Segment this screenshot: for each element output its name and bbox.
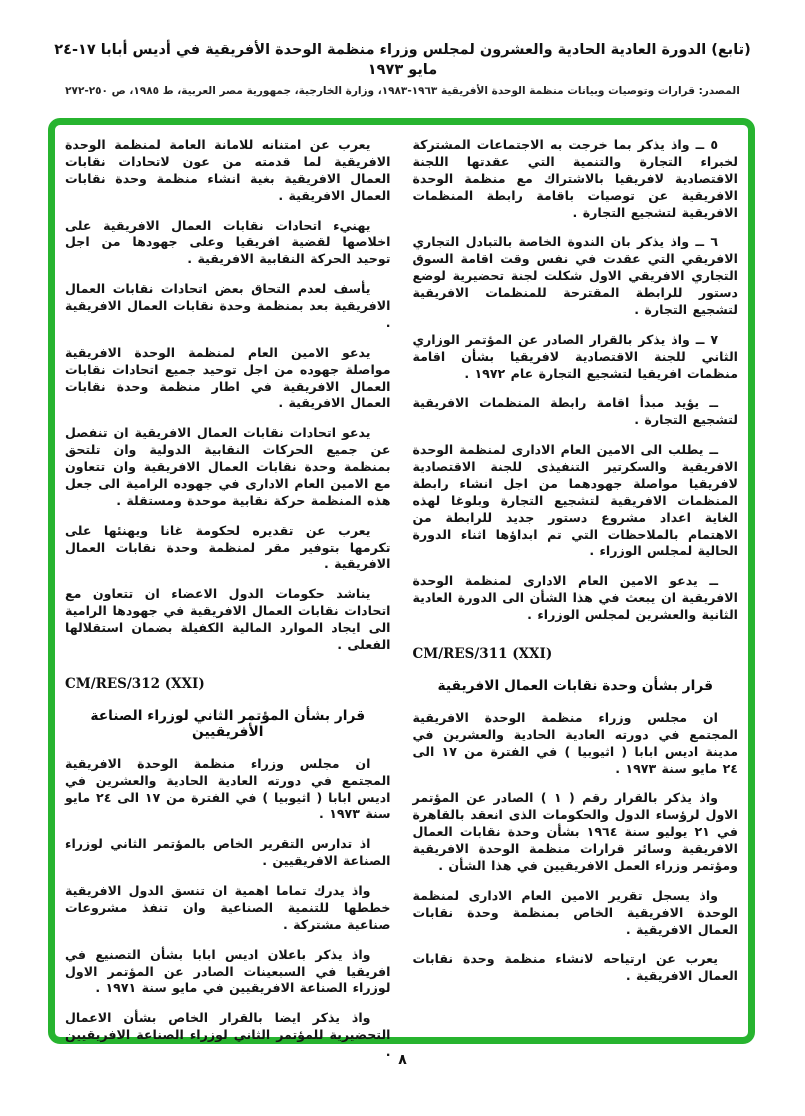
resolution-paragraph: ٦ ــ واذ يذكر بان الندوة الخاصة بالتبادل التجاري الافريقي التي عقدت في نفس وقت اقامة السوق التجاري الافريقي الاول شكلت لجنة تحضيرية لوضع دستور للرابطة المقترحة للمنظمات الافريقية لتشجيع التجارة . xyxy=(412,234,738,317)
resolution-paragraph: يناشد حكومات الدول الاعضاء ان تتعاون مع اتحادات نقابات العمال الافريقية في جهودها الرامية الى ايجاد الموارد المالية الكفيلة بضمان استقلالها الفعلى . xyxy=(65,586,391,652)
resolution-paragraph: ــ يؤيد مبدأ اقامة رابطة المنظمات الافريقية لتشجيع التجارة . xyxy=(412,395,738,428)
resolution-paragraph: واذ يسجل تقرير الامين العام الادارى لمنظمة الوحدة الافريقية الخاص بمنظمة وحدة نقابات العمال الافريقية . xyxy=(412,887,738,937)
resolution-paragraph: ٥ ــ واذ يذكر بما خرجت به الاجتماعات المشتركة لخبراء التجارة والتنمية التي عقدتها اللجنة الاقتصادية لافريقيا بالاشتراك مع منظمة الوحدة الافريقية عن توصيات باقامة رابطة المنظمات الافريقية لتشجيع التجارة . xyxy=(412,137,738,220)
source-citation: المصدر: قرارات وتوصيات وبيانات منظمة الوحدة الأفريقية ١٩٦٣-١٩٨٣، وزارة الخارجية، جمهورية مصر العربية، ط ١٩٨٥، ص ٢٥٠-٢٧٢ xyxy=(65,84,740,97)
resolution-title: قرار بشأن المؤتمر الثاني لوزراء الصناعة الأفريقيين xyxy=(90,707,366,740)
resolution-paragraph: يعرب عن امتنانه للامانة العامة لمنظمة الوحدة الافريقية لما قدمته من عون لاتحادات نقابات العمال الافريقية بغية انشاء منظمة وحدة نقابات العمال الافريقية . xyxy=(65,137,391,203)
resolution-paragraph: ــ يدعو الامين العام الادارى لمنظمة الوحدة الافريقية ان يبعث في هذا الشأن الى الدورة العادية الثانية والعشرين لمجلس الوزراء . xyxy=(412,573,738,622)
resolution-paragraph: يأسف لعدم التحاق بعض اتحادات نقابات العمال الافريقية بعد بمنظمة وحدة نقابات العمال الافريقية . xyxy=(65,281,391,330)
resolution-paragraph: ٧ ــ واذ يذكر بالقرار الصادر عن المؤتمر الوزاري الثاني للجنة الاقتصادية لافريقيا بشأن اقامة منظمات افريقيا لتشجيع التجارة عام ١٩٧٢ . xyxy=(412,331,738,381)
resolution-paragraph: يدعو الامين العام لمنظمة الوحدة الافريقية مواصلة جهوده من اجل توحيد جميع اتحادات نقابات العمال الافريقية في اطار منظمة وحدة نقابات العمال الافريقية . xyxy=(65,344,391,411)
resolution-title: قرار بشأن وحدة نقابات العمال الافريقية xyxy=(437,677,713,694)
session-title: (تابع) الدورة العادية الحادية والعشرون لمجلس وزراء منظمة الوحدة الأفريقية في أديس أبابا ١٧-٢٤ مايو ١٩٧٣ xyxy=(54,42,751,79)
page-number: ٨ xyxy=(398,1052,407,1068)
right-column xyxy=(413,137,739,1027)
resolution-number-label: CM/RES/311 (XXI) xyxy=(412,645,553,662)
resolution-paragraph: ــ يطلب الى الامين العام الادارى لمنظمة الوحدة الافريقية والسكرتير التنفيذى للجنة الاقتصادية لافريقيا مواصلة جهودهما من اجل انشاء رابطة المنظمات الافريقية لتشجيع التجارة وبلوغا لهذه الغاية اعداد مشروع دستور جديد للرابطة من الاهتمام بالملاحظات التي تم ابداؤها اثناء الدورة الحالية لمجلس الوزراء . xyxy=(412,442,738,559)
resolution-number-label: CM/RES/312 (XXI) xyxy=(65,675,205,692)
resolution-paragraph: ان مجلس وزراء منظمة الوحدة الافريقية المجتمع في دورته العادية الحادية والعشرين في اديس ابابا ( اثيوبيا ) في الفترة من ١٧ الى ٢٤ مايو سنة ١٩٧٣ . xyxy=(65,755,391,822)
resolution-paragraph: واذ يذكر ايضا بالقرار الخاص بشأن الاعمال التحضيرية للمؤتمر الثاني لوزراء الصناعة الافريقيين . xyxy=(65,1010,391,1059)
resolution-paragraph: يعرب عن ارتياحه لانشاء منظمة وحدة نقابات العمال الافريقية . xyxy=(412,951,738,984)
resolution-paragraph: يدعو اتحادات نقابات العمال الافريقية ان تنفصل عن جميع الحركات النقابية الدولية وان تلتحق بمنظمة وحدة نقابات العمال الافريقية وان تتعاون مع الامين العام الادارى في جهوده الرامية الى جعل هذه المنظمة حركة نقابية موحدة ومستقلة . xyxy=(65,425,391,508)
resolution-paragraph: يعرب عن تقديره لحكومة غانا ويهنئها على تكرمها بتوفير مقر لمنظمة وحدة نقابات العمال الافريقية . xyxy=(65,522,391,572)
document-body xyxy=(55,125,748,1059)
left-column xyxy=(65,137,391,1059)
resolution-paragraph: يهنيء اتحادات نقابات العمال الافريقية على اخلاصها لقضية افريقيا وعلى جهودها من اجل توحيد الحركة النقابية الافريقية . xyxy=(65,217,391,267)
resolution-paragraph: اذ تدارس التقرير الخاص بالمؤتمر الثاني لوزراء الصناعة الافريقيين . xyxy=(65,836,391,869)
resolution-paragraph: ان مجلس وزراء منظمة الوحدة الافريقية المجتمع في دورته العادية الحادية والعشرين في مدينة اديس ابابا ( اثيوبيا ) في الفترة من ١٧ الى ٢٤ مايو سنة ١٩٧٣ . xyxy=(412,709,738,776)
resolution-paragraph: واذ يذكر بالقرار رقم ( ١ ) الصادر عن المؤتمر الاول لرؤساء الدول والحكومات الذى انعقد بالقاهرة في ٢١ يوليو سنة ١٩٦٤ بشأن وحدة نقابات العمال الافريقية وسائر قرارات منظمة الوحدة الافريقية ومؤتمر وزراء العمل الافريقيين في هذا الشأن . xyxy=(412,790,738,873)
resolution-paragraph: واذ يذكر باعلان اديس ابابا بشأن التصنيع في افريقيا في السبعينات الصادر عن المؤتمر الاول لوزراء الصناعة الافريقيين في مايو سنة ١٩٧١ . xyxy=(65,946,391,996)
page-header xyxy=(38,40,767,97)
resolution-paragraph: واذ يدرك تماما اهمية ان تنسق الدول الافريقية خططها للتنمية الصناعية وان تنفذ مشروعات صناعية مشتركة . xyxy=(65,883,391,932)
